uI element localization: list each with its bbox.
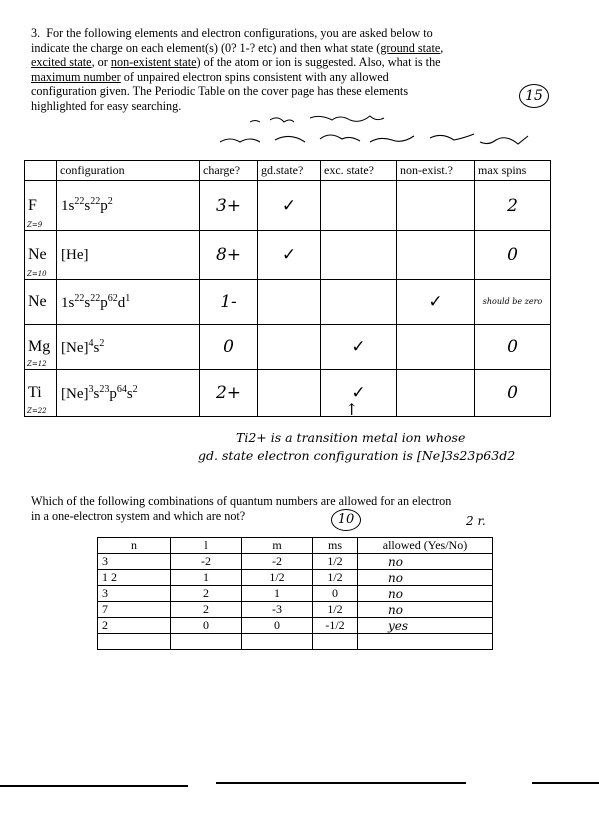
table-row	[98, 586, 493, 602]
scan-line	[0, 785, 188, 787]
exc-state-cell	[321, 231, 397, 280]
p4-line2: in a one-electron system and which are not?	[31, 509, 246, 523]
header-ms: ms	[313, 538, 358, 554]
charge-cell: 2+	[200, 370, 258, 417]
m-cell: 1	[242, 586, 313, 602]
element-symbol: Mg	[28, 338, 51, 355]
handwriting-scribble	[200, 112, 560, 162]
problem-number: 3.	[31, 26, 41, 40]
problem-3-text: 3. For the following elements and electron configurations, you are asked below to indicate the charge on each element(s) (0? 1-? etc) and then what state (ground state, excited state, or non-existent state) of the atom or ion is suggested. Also, what is the maximum number of unpaired electron spins consistent with any allowed configuration given. The Periodic Table on the cover page has these elements highlighted for easy searching.	[31, 26, 444, 113]
allowed-cell: no	[358, 602, 493, 618]
score-15: 15	[525, 88, 543, 104]
electron-config-table	[24, 160, 551, 417]
table1-header-row	[25, 161, 551, 181]
ms-cell	[313, 634, 358, 650]
element-symbol: Ne	[28, 246, 47, 263]
table-row	[25, 231, 551, 280]
non-exist-cell	[397, 181, 475, 231]
l-cell: 0	[171, 618, 242, 634]
n-cell: 7	[98, 602, 171, 618]
score-10: 10	[337, 512, 355, 527]
header-n: n	[98, 538, 171, 554]
p3-line3b: , or	[91, 55, 111, 70]
side-note: 2 r.	[466, 514, 486, 528]
exc-state-cell: ✓	[321, 325, 397, 370]
m-cell: 0	[242, 618, 313, 634]
maximum-number-term: maximum number	[31, 69, 121, 84]
element-cell	[25, 325, 57, 370]
header-m: m	[242, 538, 313, 554]
max-spins-cell: 0	[475, 325, 551, 370]
p3-line5: configuration given. The Periodic Table on the cover page has these elements	[31, 84, 409, 99]
header-exc-state: exc. state?	[321, 161, 397, 181]
element-cell	[25, 280, 57, 325]
ms-cell: 0	[313, 586, 358, 602]
p3-line1: For the following elements and electron configurations, you are asked below to	[46, 26, 433, 40]
table-row	[98, 602, 493, 618]
configuration-cell: $[Ne]^3s^{23}p^{64}s^2$	[57, 370, 200, 417]
l-cell: 1	[171, 570, 242, 586]
n-cell: 3	[98, 554, 171, 570]
max-spins-cell: 0	[475, 370, 551, 417]
table-row	[25, 280, 551, 325]
table2-header-row	[98, 538, 493, 554]
header-charge: charge?	[200, 161, 258, 181]
ms-cell: 1/2	[313, 570, 358, 586]
ground-state-term: ground state	[380, 40, 441, 55]
p3-line6: highlighted for easy searching.	[31, 98, 182, 113]
allowed-cell: no	[358, 586, 493, 602]
header-allowed: allowed (Yes/No)	[358, 538, 493, 554]
p3-line2: indicate the charge on each element(s) (0? 1-? etc) and then what state (	[31, 40, 381, 55]
table-row	[25, 181, 551, 231]
handwritten-note-1: Ti2+ is a transition metal ion whose	[236, 430, 466, 445]
problem-4-text	[31, 494, 567, 524]
allowed-cell: no	[358, 570, 493, 586]
max-spins-cell: 2	[475, 181, 551, 231]
charge-cell: 3+	[200, 181, 258, 231]
ms-cell: -1/2	[313, 618, 358, 634]
max-spins-cell: should be zero	[475, 280, 551, 325]
configuration-cell: $1s^{22}s^{22}p^{62}d^1$	[57, 280, 200, 325]
non-exist-cell: ✓	[397, 280, 475, 325]
scan-line	[216, 782, 466, 784]
gd-state-cell: ✓	[258, 181, 321, 231]
configuration-cell: $1s^{22}s^{22}p^2$	[57, 181, 200, 231]
table-row	[98, 554, 493, 570]
m-cell: -3	[242, 602, 313, 618]
score-circle-15	[519, 84, 549, 108]
excited-state-term: excited state	[31, 55, 92, 70]
allowed-cell: no	[358, 554, 493, 570]
exc-state-cell: ✓	[321, 370, 397, 417]
non-exist-cell	[397, 325, 475, 370]
non-existent-term: non-existent state	[110, 55, 197, 70]
m-cell: 1/2	[242, 570, 313, 586]
table-row	[98, 570, 493, 586]
l-cell: 2	[171, 586, 242, 602]
m-cell	[242, 634, 313, 650]
l-cell	[171, 634, 242, 650]
element-cell	[25, 231, 57, 280]
gd-state-cell	[258, 325, 321, 370]
charge-cell: 0	[200, 325, 258, 370]
header-gd-state: gd.state?	[258, 161, 321, 181]
exc-state-cell	[321, 181, 397, 231]
handwritten-note-2: gd. state electron configuration is [Ne]3s23p63d2	[198, 448, 516, 463]
charge-cell: 8+	[200, 231, 258, 280]
arrow-up-icon: ↑	[345, 400, 359, 419]
element-cell	[25, 370, 57, 417]
allowed-cell: yes	[358, 618, 493, 634]
element-cell	[25, 181, 57, 231]
configuration-cell: $[Ne]^4s^2$	[57, 325, 200, 370]
l-cell: 2	[171, 602, 242, 618]
p4-line1: Which of the following combinations of quantum numbers are allowed for an electron	[31, 494, 452, 508]
element-symbol: Ti	[28, 384, 42, 401]
allowed-cell	[358, 634, 493, 650]
n-cell	[98, 634, 171, 650]
quantum-numbers-table	[97, 537, 493, 650]
configuration-cell: [He]	[57, 231, 200, 280]
header-element	[25, 161, 57, 181]
n-cell: 1 2	[98, 570, 171, 586]
gd-state-cell	[258, 280, 321, 325]
header-configuration: configuration	[57, 161, 200, 181]
scan-line	[532, 782, 599, 784]
max-spins-cell: 0	[475, 231, 551, 280]
p3-line3c: ) of the atom or ion is suggested. Also, what is the	[196, 55, 441, 70]
table-row	[98, 634, 493, 650]
l-cell: -2	[171, 554, 242, 570]
ms-cell: 1/2	[313, 602, 358, 618]
charge-cell: 1-	[200, 280, 258, 325]
n-cell: 2	[98, 618, 171, 634]
p3-line4: of unpaired electron spins consistent with any allowed	[123, 69, 389, 84]
element-symbol: Ne	[28, 293, 47, 310]
atomic-number-note: Z=10	[27, 270, 47, 278]
table-row	[25, 325, 551, 370]
non-exist-cell	[397, 370, 475, 417]
score-circle-10	[331, 509, 361, 531]
element-symbol: F	[28, 196, 37, 214]
header-l: l	[171, 538, 242, 554]
atomic-number-note: Z=9	[27, 221, 43, 229]
m-cell: -2	[242, 554, 313, 570]
exc-state-cell	[321, 280, 397, 325]
atomic-number-note: Z=12	[27, 360, 47, 368]
n-cell: 3	[98, 586, 171, 602]
header-max-spins: max spins	[475, 161, 551, 181]
table-row	[98, 618, 493, 634]
ms-cell: 1/2	[313, 554, 358, 570]
table-row	[25, 370, 551, 417]
gd-state-cell	[258, 370, 321, 417]
header-non-exist: non-exist.?	[397, 161, 475, 181]
gd-state-cell: ✓	[258, 231, 321, 280]
non-exist-cell	[397, 231, 475, 280]
atomic-number-note: Z=22	[27, 407, 47, 415]
